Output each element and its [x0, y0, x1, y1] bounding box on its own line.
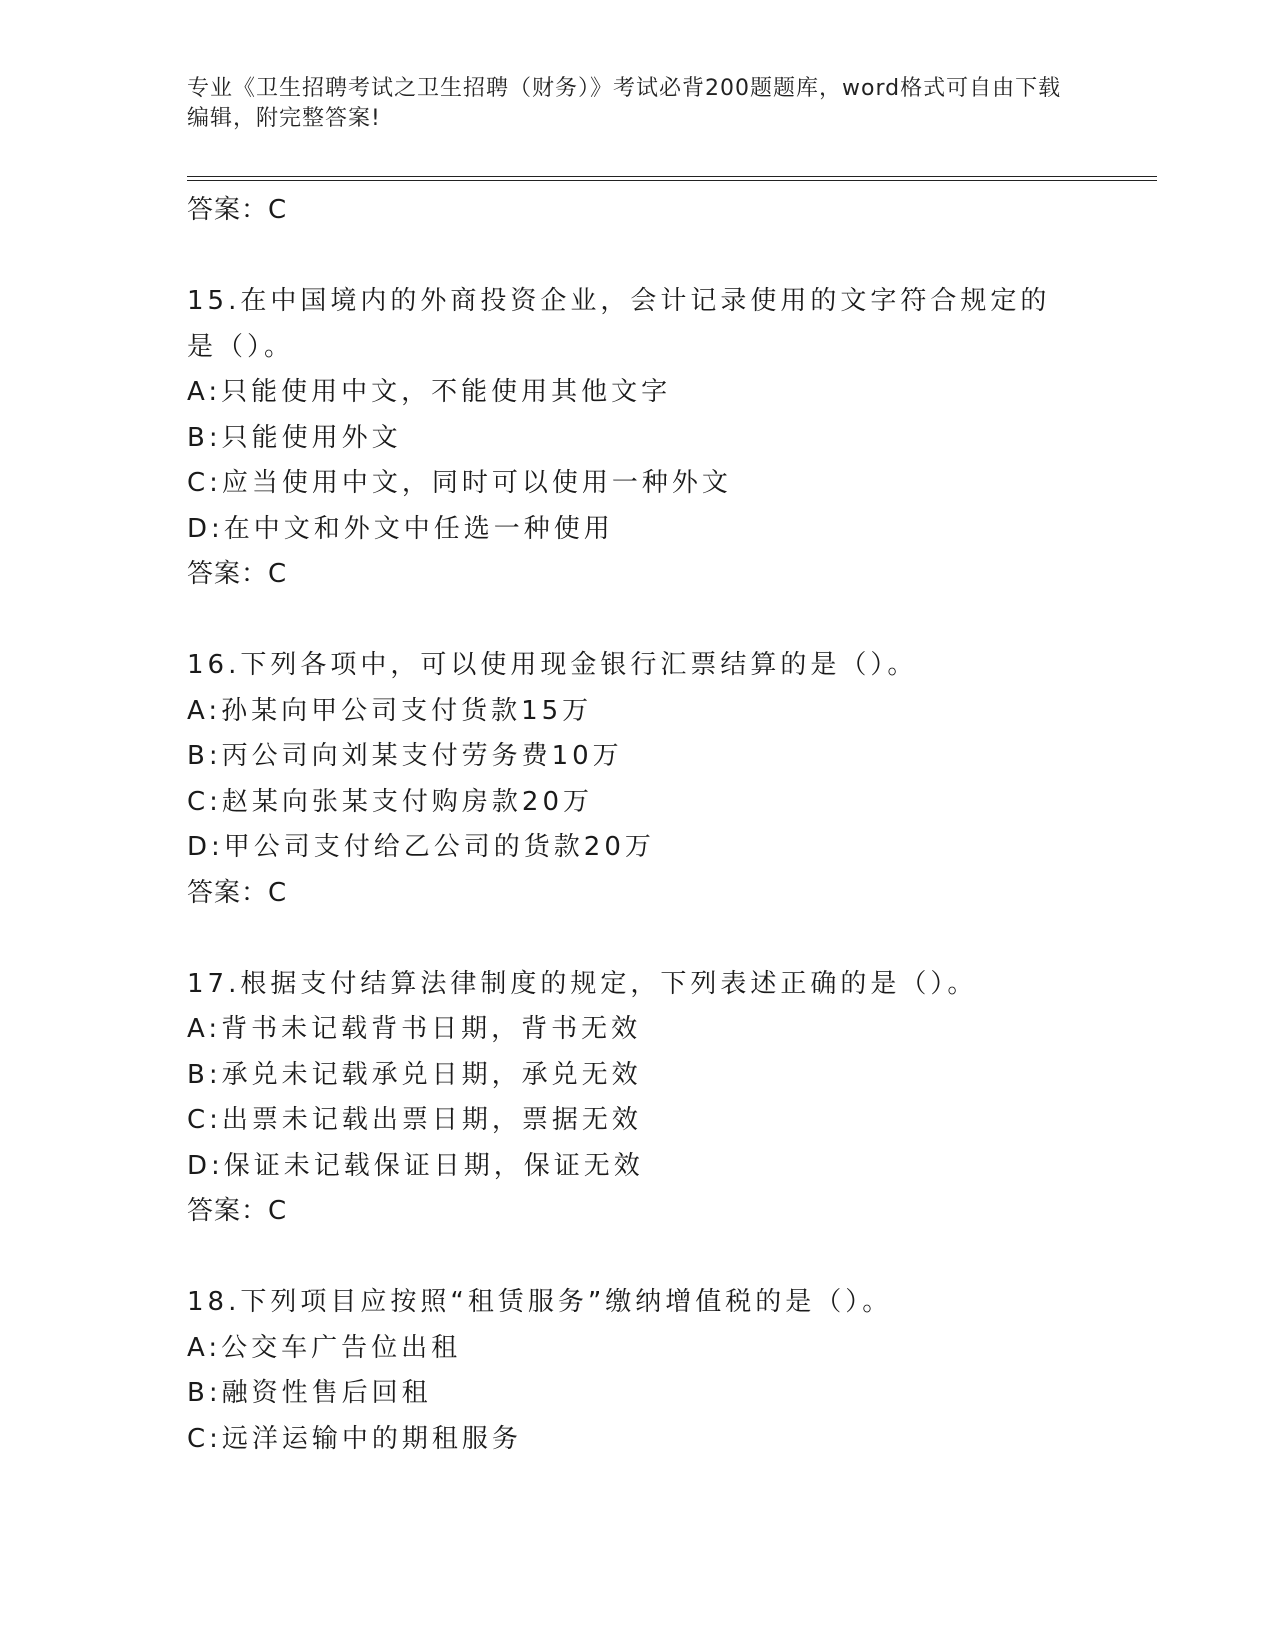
option-a: A:背书未记载背书日期，背书无效: [187, 1014, 642, 1044]
option-c: C:赵某向张某支付购房款20万: [187, 786, 593, 817]
question-list: [187, 188, 1087, 1462]
option-b: B:丙公司向刘某支付劳务费10万: [187, 741, 623, 771]
option-b: B:融资性售后回租: [187, 1378, 432, 1408]
option-c: C:应当使用中文，同时可以使用一种外文: [187, 468, 732, 498]
option-d: D:在中文和外文中任选一种使用: [187, 513, 614, 544]
option-c: C:远洋运输中的期租服务: [187, 1423, 522, 1454]
option-d: D:保证未记载保证日期，保证无效: [187, 1150, 644, 1181]
option-b: B:承兑未记载承兑日期，承兑无效: [187, 1059, 642, 1090]
option-a: A:孙某向甲公司支付货款15万: [187, 695, 593, 726]
option-d: D:甲公司支付给乙公司的货款20万: [187, 832, 655, 862]
question-stem-16: 16.下列各项中，可以使用现金银行汇票结算的是（）。: [187, 650, 918, 680]
document-header: 专业《卫生招聘考试之卫生招聘（财务）》考试必背200题题库，word格式可自由下载编辑，附完整答案!: [187, 76, 1062, 131]
option-a: A:公交车广告位出租: [187, 1332, 462, 1363]
option-b: B:只能使用外文: [187, 422, 402, 453]
option-c: C:出票未记载出票日期，票据无效: [187, 1105, 642, 1135]
option-a: A:只能使用中文，不能使用其他文字: [187, 377, 672, 407]
header-divider: [187, 176, 1157, 181]
spacer: [187, 598, 1087, 644]
answer-15: 答案：C: [187, 559, 288, 589]
question-stem-17: 17.根据支付结算法律制度的规定，下列表述正确的是（）。: [187, 968, 978, 999]
answer-17: 答案：C: [187, 1196, 288, 1226]
answer-16: 答案：C: [187, 877, 288, 908]
spacer: [187, 916, 1087, 962]
question-stem-18: 18.下列项目应按照“租赁服务”缴纳增值税的是（）。: [187, 1287, 893, 1317]
previous-answer: 答案：C: [187, 195, 288, 225]
question-stem-15: 15.在中国境内的外商投资企业，会计记录使用的文字符合规定的是（）。: [187, 286, 1051, 362]
spacer: [187, 1235, 1087, 1281]
spacer: [187, 234, 1087, 280]
